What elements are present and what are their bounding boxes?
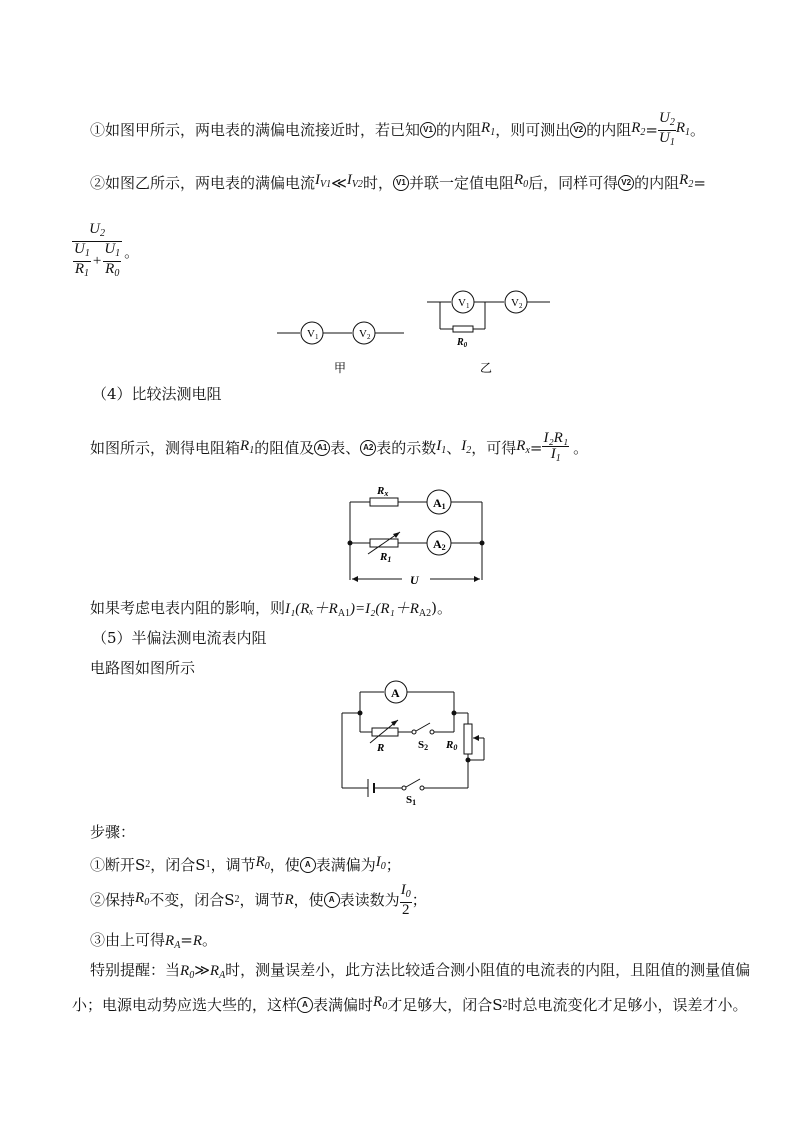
s4-text-c: 表、 bbox=[330, 439, 361, 457]
voltmeter-v1-icon: V1 bbox=[393, 175, 409, 191]
step2-text-a: ②保持 bbox=[90, 891, 136, 909]
var-iv1: $I_{V1}$ bbox=[315, 172, 332, 190]
caption-jia: 甲 bbox=[334, 361, 347, 375]
s4-note-text: 如果考虑电表内阻的影响，则 bbox=[90, 599, 286, 617]
fig-a1-label: A1 bbox=[433, 496, 446, 511]
figure-jia-yi bbox=[270, 285, 570, 385]
para-2-formula bbox=[72, 222, 139, 281]
fig-ammeter-label: A bbox=[391, 686, 400, 700]
step1-text-a: ①断开S bbox=[90, 855, 146, 874]
fig-yi-r0-label: $R_0$ bbox=[457, 337, 468, 349]
fig-s1-label: S1 bbox=[406, 794, 417, 805]
equals-sign: = bbox=[529, 439, 543, 457]
voltmeter-v1-icon: V1 bbox=[420, 122, 436, 138]
var-r2: $R_2$ bbox=[631, 119, 646, 138]
much-less-sign: ≪ bbox=[331, 173, 347, 192]
fig-yi-v1-label: V1 bbox=[458, 297, 470, 310]
tip2-sub-c: 2 bbox=[502, 998, 508, 1010]
var-i0: $I_0$ bbox=[375, 854, 386, 872]
fig-jia-v2-label: V2 bbox=[359, 328, 371, 341]
para-1-text-d: 的内阻 bbox=[586, 121, 632, 139]
step-1 bbox=[90, 852, 401, 877]
voltmeter-v2-icon: V2 bbox=[570, 122, 586, 138]
para-2-text-c: 并联一定值电阻 bbox=[408, 173, 514, 192]
fig-rx-label: Rx bbox=[377, 485, 389, 498]
step1-sub-a: 2 bbox=[145, 858, 151, 870]
step1-sub-b: 1 bbox=[205, 858, 211, 870]
step1-text-b: ，闭合S bbox=[150, 855, 206, 874]
tip-text-b: 时，测量误差小，此方法比较适合测小阻值的电流表的内阻，且阻值的测量值偏 bbox=[225, 961, 751, 979]
period: 。 bbox=[124, 242, 140, 261]
step1-end: ； bbox=[385, 855, 401, 874]
plus-sign: + bbox=[92, 253, 102, 269]
step1-text-c: ，调节 bbox=[210, 855, 256, 874]
section-5-intro: 电路图如图所示 bbox=[90, 659, 196, 677]
step1-text-e: 表满偏为 bbox=[315, 855, 376, 874]
s4-note-formula-b: )=I₂(R₁＋R bbox=[350, 601, 419, 617]
s4-note-formula-a: I₁(Rₓ＋R bbox=[285, 601, 338, 617]
equals-sign: = bbox=[693, 173, 706, 192]
s4-text-b: 的阻值及 bbox=[254, 439, 315, 457]
steps-label: 步骤： bbox=[90, 823, 136, 841]
step3-end: 。 bbox=[202, 931, 218, 949]
s4-text-d: 表的示数 bbox=[376, 439, 437, 457]
fig-u-label: U bbox=[410, 573, 419, 587]
tip2-text-d: 时总电流变化才足够小，误差才小。 bbox=[507, 995, 748, 1014]
fraction-i0-2: $\frac{I_0}{2}$ bbox=[400, 881, 411, 918]
fraction-u1-r0: $\frac{U_1}{R_0}$ bbox=[104, 241, 121, 279]
voltmeter-v2-icon: V2 bbox=[618, 175, 634, 191]
section-4-text bbox=[90, 430, 588, 466]
step2-sub-b: 2 bbox=[234, 894, 240, 905]
var-r0: $R_0$ bbox=[180, 963, 195, 981]
var-rx: $R_x$ bbox=[516, 437, 530, 456]
tip-line-2 bbox=[72, 992, 748, 1017]
step3-text-a: ③由上可得 bbox=[90, 931, 166, 949]
var-r: R bbox=[284, 892, 294, 908]
var-r0: $R_0$ bbox=[255, 854, 270, 872]
caption-yi: 乙 bbox=[480, 361, 493, 375]
s4-text-a: 如图所示，测得电阻箱 bbox=[90, 439, 241, 457]
step-3 bbox=[90, 930, 217, 956]
tip2-text-a: 小；电源电动势应选大些的，这样 bbox=[72, 995, 298, 1014]
equals-sign: = bbox=[180, 931, 193, 949]
circuit-yi bbox=[427, 291, 550, 375]
step2-text-b: 不变，闭合S bbox=[149, 891, 235, 909]
fraction-i2r1-i1: $\frac{\text{I₂R₁}}{I_1}$ bbox=[543, 429, 569, 464]
step1-text-d: ，使 bbox=[269, 855, 300, 874]
fraction-u1-r1: $\frac{U_1}{R_1}$ bbox=[74, 241, 90, 279]
much-greater-sign: ≫ bbox=[194, 961, 210, 979]
ammeter-icon: A bbox=[324, 892, 340, 908]
s4-note-sub-a1: A1 bbox=[337, 608, 351, 619]
para-1-text-b: 的内阻 bbox=[436, 121, 482, 139]
para-2-text-d: 后，同样可得 bbox=[528, 173, 619, 192]
tip-text-a: 特别提醒：当 bbox=[90, 961, 181, 979]
var-r: R bbox=[192, 933, 203, 949]
s4-sep: 、 bbox=[446, 439, 462, 457]
period: 。 bbox=[690, 121, 706, 139]
section-5-heading: （5）半偏法测电流表内阻 bbox=[92, 629, 267, 647]
var-r0: $R_0$ bbox=[373, 994, 388, 1012]
var-i1: $I_1$ bbox=[436, 437, 447, 456]
step2-end: ； bbox=[411, 891, 427, 909]
tip2-text-c: 才足够大，闭合S bbox=[387, 995, 503, 1014]
var-ra: $R_A$ bbox=[209, 963, 226, 981]
para-2-text-e: 的内阻 bbox=[634, 173, 680, 192]
formula-r2: $U_2$ $\frac{U_1}{R_1}$ + $\frac{U_1}{R_0}$ bbox=[74, 221, 121, 279]
tip-line-1 bbox=[90, 960, 750, 986]
section-4-heading: （4）比较法测电阻 bbox=[92, 385, 222, 403]
ammeter-a2-icon: A2 bbox=[360, 440, 376, 456]
para-2 bbox=[90, 170, 706, 195]
s4-note-end: )。 bbox=[431, 599, 453, 617]
equals-sign: = bbox=[645, 121, 658, 139]
var-r1: $R_1$ bbox=[481, 119, 496, 138]
ammeter-icon: A bbox=[300, 857, 316, 873]
circuit-jia bbox=[277, 322, 404, 375]
var-r0: $R_0$ bbox=[513, 172, 529, 190]
para-1-text-c: ，则可测出 bbox=[495, 121, 571, 139]
var-r1: $R_1$ bbox=[240, 437, 255, 456]
var-r0: $R_0$ bbox=[135, 889, 150, 908]
step2-text-d: ，使 bbox=[293, 891, 324, 909]
var-i2: $I_2$ bbox=[461, 437, 472, 456]
ammeter-icon: A bbox=[297, 997, 313, 1013]
fig-a2-label: A2 bbox=[433, 537, 446, 552]
step2-text-e: 表读数为 bbox=[339, 891, 400, 909]
s4-text-e: ，可得 bbox=[471, 439, 517, 457]
var-iv2: $I_{V2}$ bbox=[346, 172, 363, 190]
period: 。 bbox=[573, 439, 589, 457]
section-4-note bbox=[90, 598, 452, 624]
fig-s2-label: S2 bbox=[418, 739, 429, 752]
para-1 bbox=[90, 109, 706, 148]
figure-half-deflection-circuit bbox=[330, 680, 500, 805]
para-2-text-a: ②如图乙所示，两电表的满偏电流 bbox=[90, 173, 316, 192]
s4-note-sub-a2: A2 bbox=[418, 608, 432, 619]
fig-r-label: R bbox=[377, 742, 385, 754]
fig-r1-label: R1 bbox=[380, 551, 392, 564]
var-ra: $R_A$ bbox=[165, 933, 181, 951]
step2-text-c: ，调节 bbox=[239, 891, 285, 909]
step-2 bbox=[90, 882, 427, 918]
figure-comparison-circuit bbox=[340, 480, 500, 590]
var-r2: $R_2$ bbox=[679, 172, 694, 190]
fraction-u2-u1: $\frac{U_2}{U_1}$ bbox=[658, 109, 675, 148]
fig-r0-label: R0 bbox=[446, 739, 458, 752]
ammeter-a1-icon: A1 bbox=[314, 440, 330, 456]
var-r1-tail: $R_1$ bbox=[675, 119, 690, 138]
fig-yi-v2-label: V2 bbox=[511, 297, 523, 310]
tip2-text-b: 表满偏时 bbox=[313, 995, 374, 1014]
para-1-text-a: ①如图甲所示，两电表的满偏电流接近时，若已知 bbox=[90, 121, 421, 139]
fig-jia-v1-label: V1 bbox=[307, 328, 319, 341]
para-2-text-b: 时， bbox=[362, 173, 393, 192]
